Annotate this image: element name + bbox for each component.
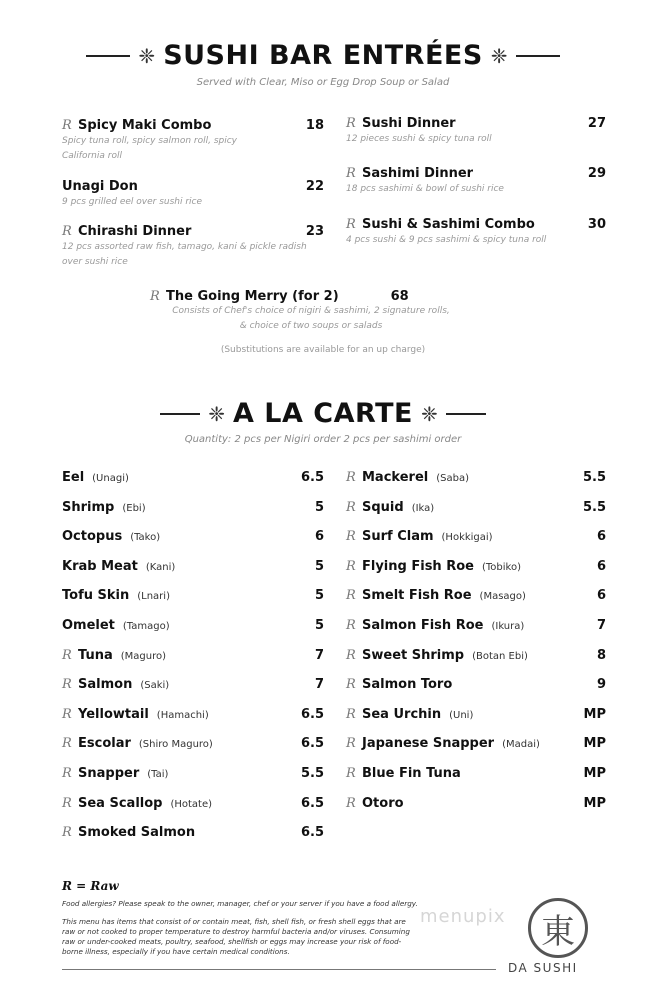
item-name: Smoked Salmon <box>78 825 196 841</box>
item-japanese-name: (Lnari) <box>137 591 170 603</box>
item-japanese-name: (Tako) <box>130 532 161 544</box>
item-price: 27 <box>587 116 606 131</box>
item-price: 5.5 <box>582 470 606 485</box>
raw-icon: R <box>346 766 356 781</box>
logo-glyph: 東 <box>541 911 575 952</box>
item-japanese-name: (Unagi) <box>92 473 129 484</box>
ornament-icon: ❈ <box>138 43 156 68</box>
divider <box>446 413 486 415</box>
item-price: 8 <box>596 647 606 663</box>
menu-item <box>346 588 606 608</box>
raw-icon: R <box>62 766 72 781</box>
section-subtitle: Served with Clear, Miso or Egg Drop Soup or Salad <box>196 77 450 88</box>
item-japanese-name: (Ika) <box>411 502 435 514</box>
raw-icon: R <box>346 677 356 693</box>
menu-item <box>62 224 324 270</box>
item-price: 5.5 <box>582 499 606 515</box>
menu-item <box>346 559 606 579</box>
page-title: SUSHI BAR ENTRÉES <box>163 40 483 71</box>
item-name: Salmon Toro <box>362 677 453 693</box>
item-price: 6.5 <box>300 470 324 485</box>
ornament-icon: ❈ <box>208 401 226 426</box>
item-price: 6 <box>314 529 324 545</box>
item-japanese-name: (Saba) <box>436 473 469 484</box>
raw-icon: R <box>346 529 356 545</box>
item-japanese-name: (Shiro Maguro) <box>138 739 213 751</box>
raw-icon: R <box>62 118 72 133</box>
menu-item-featured <box>150 289 480 334</box>
item-name: Flying Fish Roe <box>362 558 474 574</box>
raw-icon: R <box>346 795 356 811</box>
menu-item <box>346 217 606 248</box>
menu-item <box>62 796 324 816</box>
item-name: Sea Scallop <box>78 795 163 811</box>
consumption-notice <box>62 917 410 957</box>
menu-item <box>346 707 606 727</box>
item-price: MP <box>583 766 606 781</box>
item-description: & choice of two soups or salads <box>239 321 383 331</box>
menu-item <box>62 766 324 786</box>
item-price: 6.5 <box>300 706 324 722</box>
a-la-carte-title-block <box>0 398 646 429</box>
item-price: 6.5 <box>300 795 324 811</box>
menu-item <box>62 559 324 579</box>
menu-item <box>62 618 324 638</box>
menu-item <box>346 618 606 638</box>
item-japanese-name: (Ikura) <box>491 621 525 632</box>
menu-item <box>62 588 324 608</box>
brand-name: DA SUSHI <box>508 961 578 975</box>
menu-item <box>62 825 324 845</box>
item-name: Blue Fin Tuna <box>362 766 461 781</box>
item-price: 5 <box>314 558 324 574</box>
item-name: Sushi & Sashimi Combo <box>362 217 535 232</box>
consumption-notice-line: raw or not cooked to proper temperature to destroy harmful bacteria and/or viruses. Consuming <box>62 927 410 936</box>
menu-item <box>62 648 324 668</box>
item-name: Snapper <box>78 766 140 781</box>
item-price: 6 <box>596 558 606 574</box>
item-description: Consists of Chef's choice of nigiri & sashimi, 2 signature rolls, <box>172 306 450 316</box>
item-name: Otoro <box>362 795 404 811</box>
item-japanese-name: (Uni) <box>449 709 474 721</box>
raw-icon: R <box>346 116 356 131</box>
item-description: 12 pcs assorted raw fish, tamago, kani & pickle radish over sushi rice <box>62 242 307 267</box>
divider <box>516 55 560 57</box>
section-subtitle: Quantity: 2 pcs per Nigiri order 2 pcs per sashimi order <box>184 434 462 445</box>
item-name: Krab Meat <box>62 558 138 574</box>
raw-icon: R <box>62 795 72 811</box>
raw-icon: R <box>62 736 72 752</box>
item-price: 6.5 <box>300 825 324 841</box>
item-japanese-name: (Madai) <box>502 739 540 751</box>
item-japanese-name: (Hamachi) <box>156 709 209 721</box>
item-japanese-name: (Masago) <box>479 591 526 603</box>
menu-item <box>346 796 606 816</box>
menu-item <box>62 736 324 756</box>
menu-item <box>62 529 324 549</box>
logo <box>528 898 588 958</box>
item-japanese-name: (Kani) <box>145 561 176 573</box>
item-price: 22 <box>305 179 324 194</box>
item-name: Tofu Skin <box>62 588 130 604</box>
menu-item <box>346 736 606 756</box>
item-japanese-name: (Saki) <box>140 680 170 692</box>
item-name: Eel <box>62 470 85 485</box>
menu-item <box>346 529 606 549</box>
menu-item <box>62 500 324 520</box>
item-japanese-name: (Maguro) <box>120 650 166 662</box>
item-name: Tuna <box>78 647 113 663</box>
divider <box>160 413 200 415</box>
raw-icon: R <box>150 289 160 304</box>
raw-icon: R <box>346 166 356 181</box>
item-name: Sea Urchin <box>362 706 442 722</box>
raw-icon: R <box>346 706 356 722</box>
item-price: MP <box>583 736 606 752</box>
menu-item <box>62 677 324 697</box>
item-price: 23 <box>305 224 324 239</box>
item-japanese-name: (Hokkigai) <box>441 532 493 544</box>
allergy-notice: Food allergies? Please speak to the owner, manager, chef or your server if you have a food allergy. <box>62 899 418 908</box>
item-japanese-name: (Ebi) <box>122 502 146 514</box>
item-price: MP <box>583 795 606 811</box>
section-title: A LA CARTE <box>233 398 413 429</box>
item-description: Spicy tuna roll, spicy salmon roll, spicy California roll <box>62 136 237 161</box>
divider <box>62 969 496 970</box>
item-name: Surf Clam <box>362 529 434 545</box>
raw-legend: R = Raw <box>62 879 119 893</box>
menu-item <box>62 179 324 210</box>
divider <box>86 55 130 57</box>
raw-icon: R <box>346 558 356 574</box>
consumption-notice-line: This menu has items that consist of or contain meat, fish, shell fish, or fresh shell eggs that are <box>62 917 406 926</box>
item-price: 68 <box>390 289 409 304</box>
item-price: 9 <box>596 677 606 693</box>
raw-icon: R <box>62 647 72 663</box>
item-description: 4 pcs sushi & 9 pcs sashimi & spicy tuna roll <box>346 235 547 245</box>
item-japanese-name: (Hotate) <box>170 798 213 810</box>
ornament-icon: ❈ <box>420 401 438 426</box>
item-name: The Going Merry (for 2) <box>166 289 339 304</box>
item-japanese-name: (Tai) <box>147 769 169 780</box>
item-name: Escolar <box>78 736 131 752</box>
menu-item <box>346 166 606 197</box>
item-price: 7 <box>314 677 324 693</box>
item-name: Unagi Don <box>62 179 138 194</box>
item-japanese-name: (Botan Ebi) <box>472 650 528 662</box>
item-name: Omelet <box>62 618 115 633</box>
ornament-icon: ❈ <box>490 43 508 68</box>
item-name: Sashimi Dinner <box>362 166 474 181</box>
consumption-notice-line: borne illness, especially if you have certain medical conditions. <box>62 947 290 956</box>
item-name: Japanese Snapper <box>362 736 495 752</box>
item-price: MP <box>583 706 606 722</box>
item-price: 5 <box>314 618 324 633</box>
menu-item <box>346 470 606 490</box>
item-price: 5 <box>314 588 324 604</box>
item-price: 6 <box>596 529 606 545</box>
raw-icon: R <box>346 470 356 485</box>
item-price: 5 <box>314 499 324 515</box>
item-price: 7 <box>314 647 324 663</box>
raw-icon: R <box>346 217 356 232</box>
item-price: 29 <box>587 166 606 181</box>
menu-item <box>346 677 606 697</box>
menu-item <box>62 707 324 727</box>
item-price: 5.5 <box>300 766 324 781</box>
raw-icon: R <box>346 618 356 633</box>
menu-item <box>62 470 324 490</box>
watermark: menupix <box>420 906 506 927</box>
item-price: 6 <box>596 588 606 604</box>
item-name: Squid <box>362 499 404 515</box>
item-name: Yellowtail <box>78 706 149 722</box>
item-name: Mackerel <box>362 470 429 485</box>
menu-item <box>62 118 324 164</box>
item-japanese-name: (Tobiko) <box>481 561 521 573</box>
item-price: 6.5 <box>300 736 324 752</box>
item-description: 12 pieces sushi & spicy tuna roll <box>346 134 492 144</box>
item-price: 7 <box>596 618 606 633</box>
item-description: 9 pcs grilled eel over sushi rice <box>62 197 203 207</box>
item-name: Smelt Fish Roe <box>362 588 472 604</box>
menu-item <box>346 500 606 520</box>
item-price: 30 <box>587 217 606 232</box>
raw-icon: R <box>346 647 356 663</box>
item-name: Spicy Maki Combo <box>78 118 212 133</box>
raw-icon: R <box>346 588 356 604</box>
raw-icon: R <box>346 499 356 515</box>
menu-item <box>346 766 606 786</box>
sushi-bar-title-block <box>0 40 646 71</box>
item-name: Sweet Shrimp <box>362 647 465 663</box>
raw-icon: R <box>62 825 72 841</box>
consumption-notice-line: raw or under-cooked meats, poultry, seafood, shellfish or eggs may increase your risk of food- <box>62 937 402 946</box>
item-price: 18 <box>305 118 324 133</box>
raw-icon: R <box>62 224 72 239</box>
item-name: Salmon Fish Roe <box>362 618 484 633</box>
substitution-note: (Substitutions are available for an up charge) <box>220 345 426 355</box>
item-name: Salmon <box>78 677 133 693</box>
raw-icon: R <box>62 706 72 722</box>
menu-item <box>346 648 606 668</box>
menu-item <box>346 116 606 147</box>
raw-icon: R <box>346 736 356 752</box>
item-japanese-name: (Tamago) <box>122 621 170 632</box>
item-description: 18 pcs sashimi & bowl of sushi rice <box>346 184 504 194</box>
raw-icon: R <box>62 677 72 693</box>
item-name: Sushi Dinner <box>362 116 456 131</box>
item-name: Chirashi Dinner <box>78 224 192 239</box>
item-name: Shrimp <box>62 499 115 515</box>
item-name: Octopus <box>62 529 123 545</box>
